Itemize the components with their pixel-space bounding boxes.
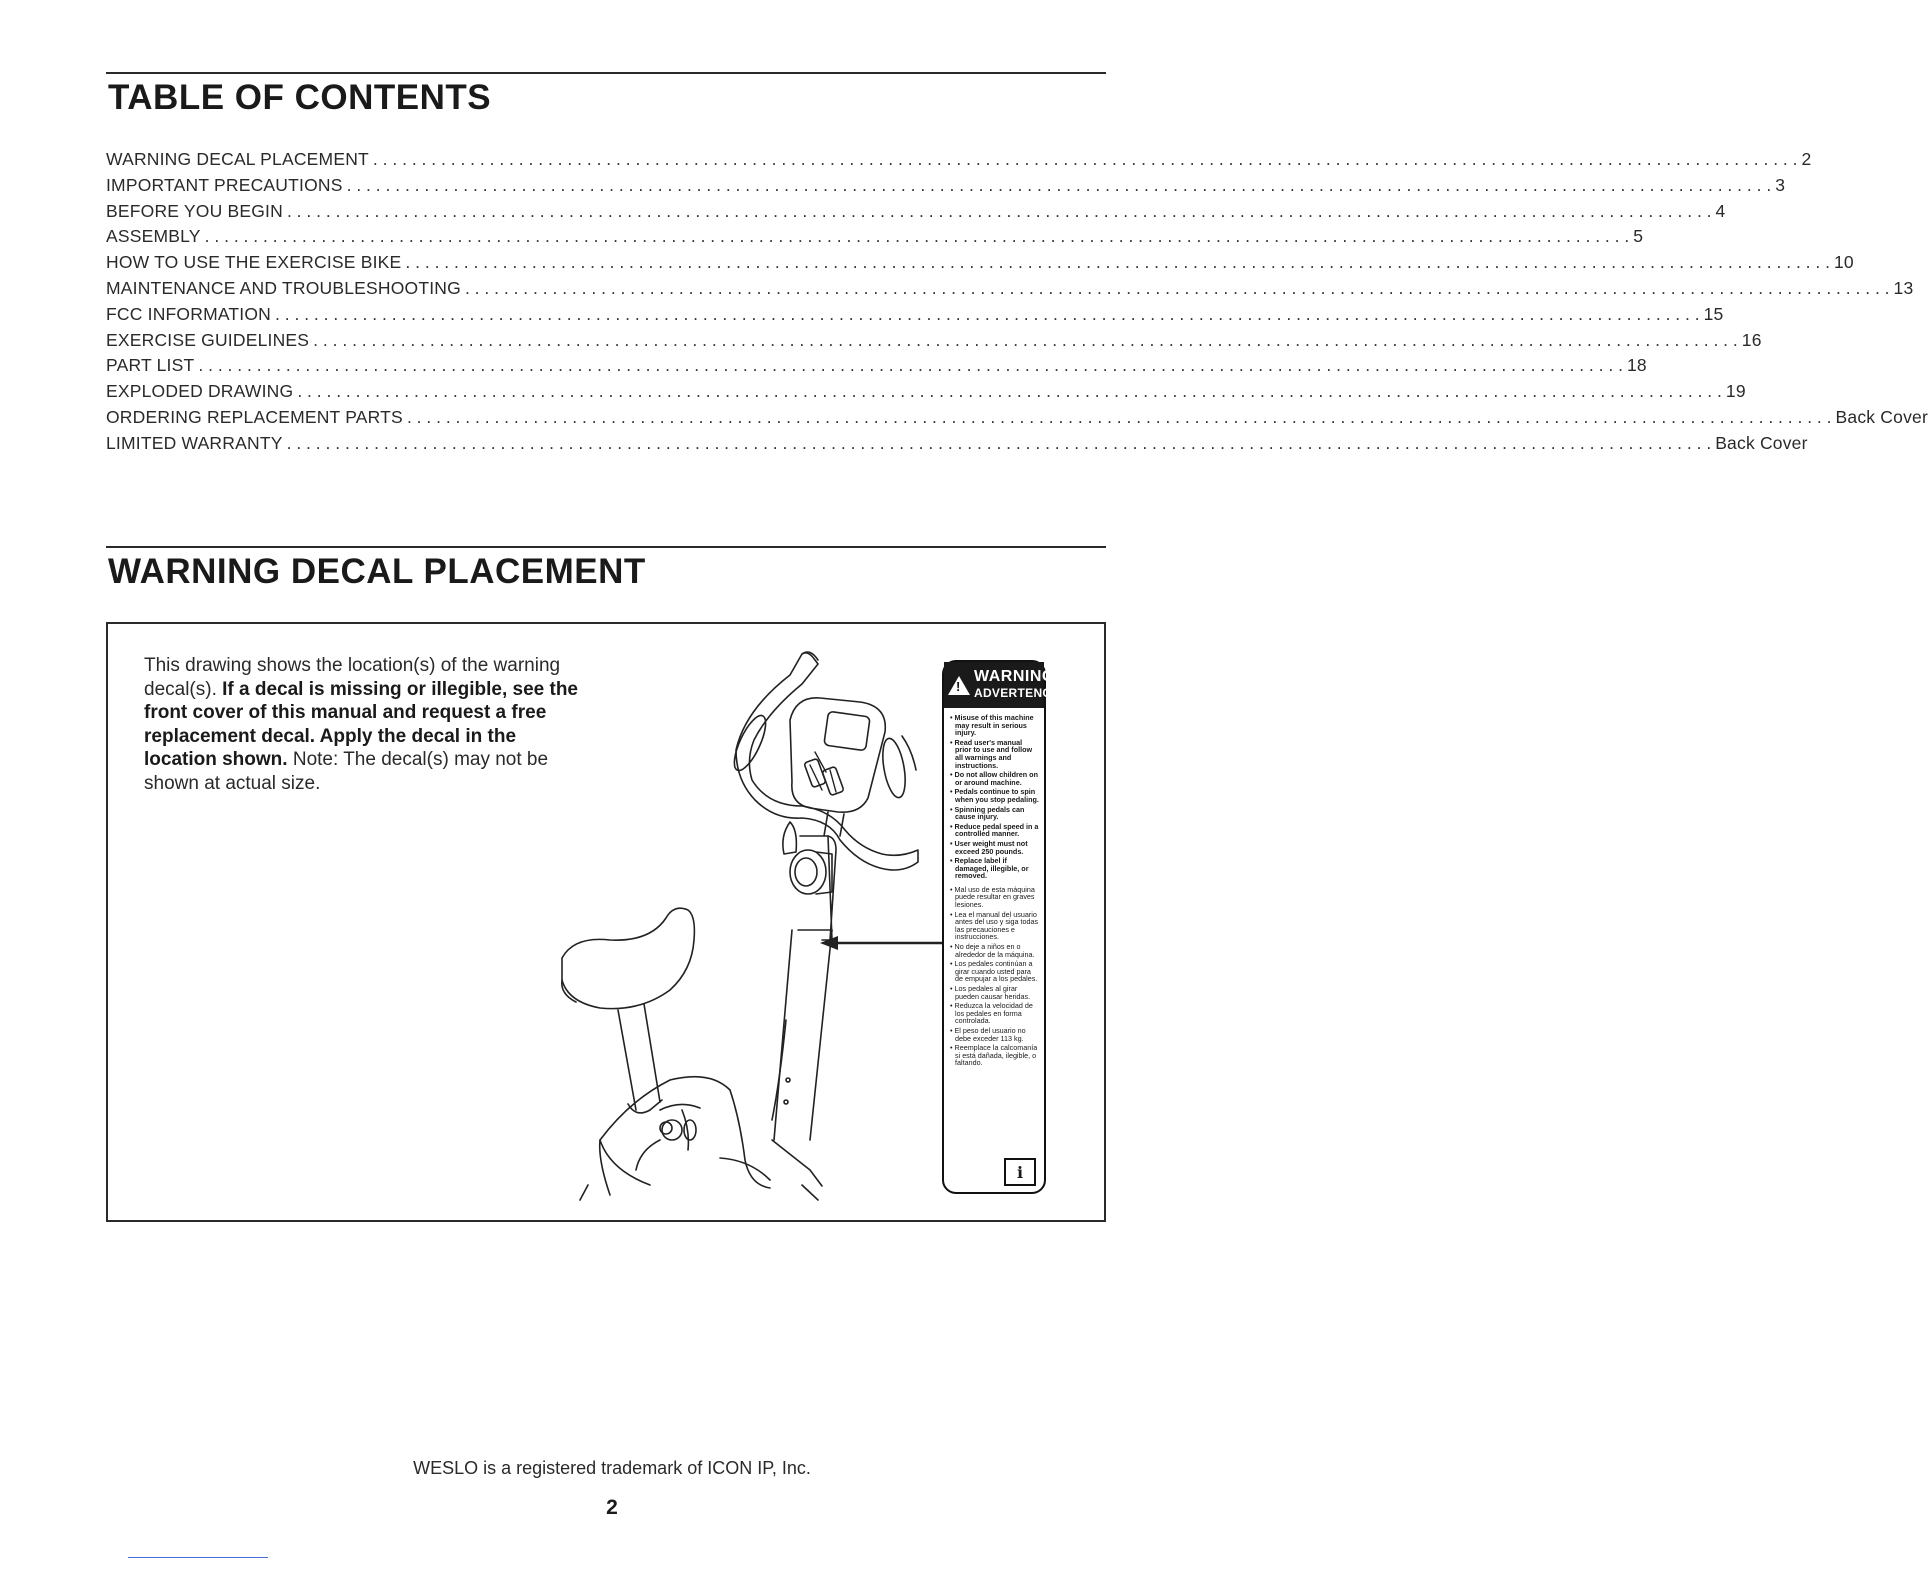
desc-note: Note: The decal(s) may not be shown at actual size. [144, 749, 549, 794]
toc-list [106, 149, 1928, 459]
decal-item: • No deje a niños en o alrededor de la máquina. [950, 942, 1035, 959]
toc-entry [106, 252, 1854, 278]
decal-pointer-arrow [820, 936, 946, 950]
decal-item: • Read user's manual prior to use and follow all warnings and instructions. [950, 737, 1033, 770]
trademark-footer: WESLO is a registered trademark of ICON IP, Inc. [413, 1458, 811, 1478]
toc-leader-dots [205, 226, 1630, 247]
toc-entry-page: 19 [1725, 381, 1746, 402]
toc-entry-label: FCC INFORMATION [106, 303, 272, 324]
toc-leader-dots [297, 381, 1722, 402]
toc-entry-label: ORDERING REPLACEMENT PARTS [106, 406, 403, 427]
decal-item: • Lea el manual del usuario antes del uso y siga todas las precauciones e instrucciones. [950, 909, 1039, 942]
link-underline [128, 1557, 268, 1558]
toc-leader-dots [198, 355, 1623, 376]
toc-entry-page: 13 [1893, 277, 1914, 298]
decal-item: • Spinning pedals can cause injury. [950, 804, 1025, 822]
toc-leader-dots [275, 304, 1700, 325]
toc-entry [106, 226, 1644, 252]
toc-entry [106, 277, 1914, 304]
toc-entry-label: ASSEMBLY [106, 226, 201, 247]
warning-description [144, 654, 594, 795]
toc-entry-page: Back Cover [1835, 406, 1928, 427]
toc-entry [106, 329, 1762, 356]
toc-leader-dots [407, 407, 1832, 428]
toc-entry-label: WARNING DECAL PLACEMENT [106, 149, 369, 169]
section-rule [106, 546, 1106, 548]
decal-item: • Do not allow children on or around machine. [950, 770, 1038, 787]
toc-entry-label: MAINTENANCE AND TROUBLESHOOTING [106, 277, 461, 298]
decal-item: • Reemplace la calcomanía si está dañada, ilegible, o faltando. [950, 1043, 1038, 1068]
desc-bold: If a decal is missing or illegible, see the front cover of this manual and request a free replacement decal. Apply the decal in the location shown. [144, 678, 578, 770]
toc-title: TABLE OF CONTENTS [108, 78, 492, 117]
toc-entry [106, 303, 1724, 330]
toc-entry [106, 432, 1808, 459]
toc-entry-page: 2 [1801, 149, 1812, 169]
warning-decal [942, 660, 1064, 1194]
toc-entry [106, 355, 1647, 381]
decal-item: • Mal uso de esta máquina puede resultar en graves lesiones. [950, 884, 1035, 910]
toc-leader-dots [287, 433, 1712, 454]
desc-intro: This drawing shows the location(s) of the warning decal(s). [144, 655, 561, 700]
decal-list-en [944, 714, 1044, 880]
decal-title-es: ADVERTENCIA [974, 686, 1064, 700]
decal-item: • User weight must not exceed 250 pounds. [950, 838, 1028, 856]
toc-entry [106, 406, 1928, 433]
toc-leader-dots [373, 149, 1798, 170]
toc-entry-page: Back Cover [1715, 432, 1808, 453]
warning-triangle-icon: ! [948, 676, 970, 695]
page-number: 2 [606, 1496, 618, 1519]
toc-entry [106, 381, 1746, 407]
top-rule [106, 72, 1106, 74]
toc-leader-dots [347, 175, 1772, 196]
decal-item: • Reduzca la velocidad de los pedales en forma controlada. [950, 1001, 1033, 1026]
toc-entry-page: 16 [1741, 329, 1762, 350]
toc-entry [106, 174, 1786, 201]
toc-entry [106, 149, 1812, 175]
decal-header [944, 662, 1064, 710]
toc-entry-label: EXERCISE GUIDELINES [106, 329, 310, 350]
toc-entry-label: BEFORE YOU BEGIN [106, 200, 283, 221]
toc-entry-label: HOW TO USE THE EXERCISE BIKE [106, 252, 402, 273]
decal-item: • El peso del usuario no debe exceder 113 kg. [950, 1025, 1026, 1043]
decal-title-en: WARNING [974, 668, 1055, 685]
decal-list-es [944, 886, 1044, 1067]
toc-entry-label: PART LIST [106, 355, 195, 376]
toc-entry-page: 5 [1633, 226, 1644, 247]
decal-item: • Replace label if damaged, illegible, or removed. [950, 856, 1029, 881]
toc-entry-label: LIMITED WARRANTY [106, 432, 283, 453]
decal-item: • Pedals continue to spin when you stop pedaling. [950, 787, 1039, 804]
toc-entry-label: IMPORTANT PRECAUTIONS [106, 174, 343, 195]
toc-entry-page: 4 [1715, 200, 1726, 221]
decal-item: • Los pedales al girar pueden causar heridas. [950, 984, 1031, 1001]
decal-item: • Misuse of this machine may result in serious injury. [950, 713, 1034, 738]
toc-leader-dots [287, 201, 1712, 222]
toc-entry [106, 200, 1726, 227]
exercise-bike-drawing [540, 640, 940, 1200]
toc-leader-dots [405, 252, 1830, 273]
toc-entry-page: 10 [1834, 252, 1854, 273]
toc-entry-label: EXPLODED DRAWING [106, 381, 294, 402]
toc-entry-page: 18 [1626, 355, 1647, 376]
decal-item: • Reduce pedal speed in a controlled manner. [950, 821, 1039, 839]
toc-entry-page: 3 [1775, 174, 1786, 195]
toc-leader-dots [313, 330, 1738, 351]
manual-info-icon: i [1004, 1158, 1036, 1186]
warning-section-title: WARNING DECAL PLACEMENT [108, 552, 646, 591]
toc-leader-dots [465, 278, 1890, 299]
toc-entry-page: 15 [1703, 303, 1724, 324]
decal-item: • Los pedales continúan a girar cuando usted para de empujar a los pedales. [950, 959, 1038, 984]
